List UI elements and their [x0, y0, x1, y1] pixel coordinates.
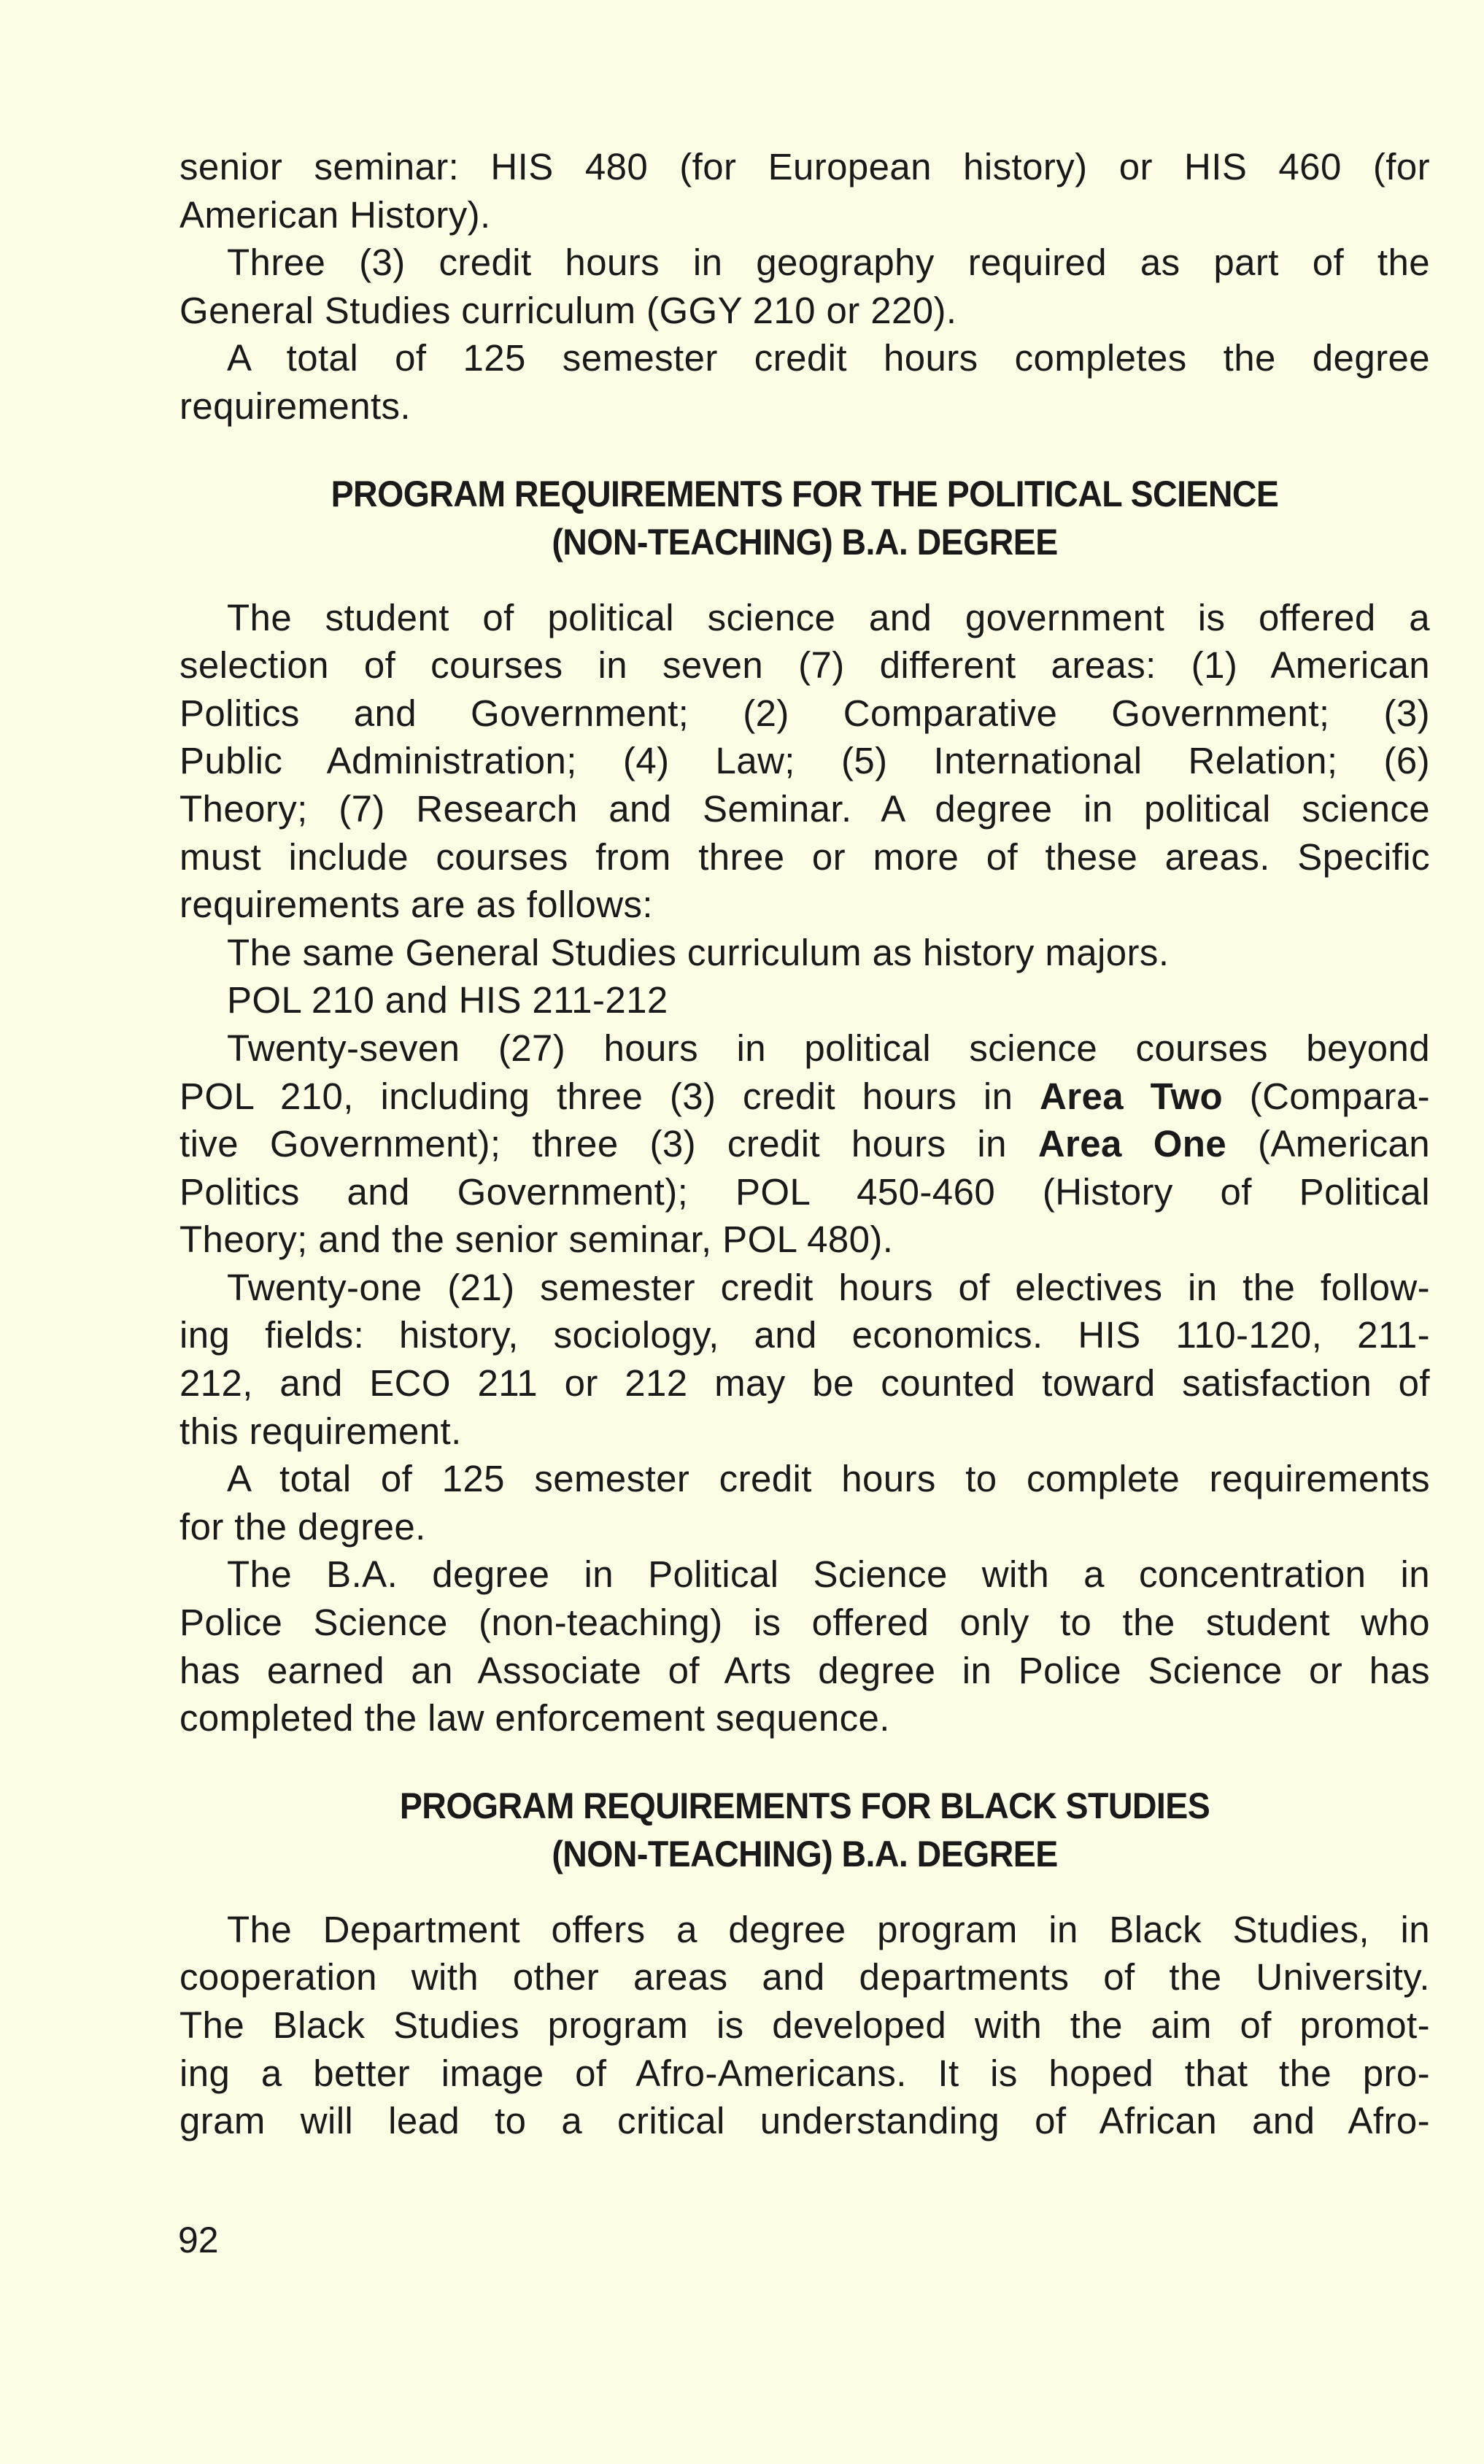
text-line: American History). — [179, 193, 491, 236]
paragraph-black-studies-intro — [179, 1906, 1430, 2145]
text-line: ing a better image of Afro-Americans. It is hoped that the pro- — [179, 2052, 1430, 2094]
text-line: requirements. — [179, 385, 411, 427]
text-line: Politics and Government; (2) Comparative Government; (3) — [179, 692, 1430, 734]
paragraph-senior-seminar — [179, 143, 1430, 239]
text-line: 212, and ECO 211 or 212 may be counted toward satisfaction of — [179, 1362, 1430, 1405]
paragraph-geography — [179, 239, 1430, 334]
paragraph-police-science — [179, 1550, 1430, 1742]
text-line: Theory; and the senior seminar, POL 480). — [179, 1219, 894, 1261]
text-line: Twenty-seven (27) hours in political science courses beyond — [227, 1027, 1430, 1069]
text-line — [179, 1120, 1430, 1168]
text-line: cooperation with other areas and departments of the University. — [179, 1956, 1430, 1998]
text-line: Three (3) credit hours in geography required as part of the — [227, 242, 1430, 284]
paragraph-polisci-intro — [179, 594, 1430, 929]
document-page — [179, 143, 1430, 2145]
section-heading: PROGRAM REQUIREMENTS FOR THE POLITICAL SCIENCE — [331, 473, 1279, 514]
text-line: The Department offers a degree program in Black Studies, in — [227, 1908, 1430, 1950]
text-line: this requirement. — [179, 1410, 462, 1452]
area-two-emphasis: Area Two — [1040, 1075, 1224, 1117]
text-line: Police Science (non-teaching) is offered only to the student who — [179, 1602, 1430, 1644]
text-line: Twenty-one (21) semester credit hours of electives in the follow- — [227, 1266, 1430, 1308]
text-line: selection of courses in seven (7) different areas: (1) American — [179, 644, 1430, 687]
text-line: Politics and Government); POL 450-460 (History of Political — [179, 1170, 1430, 1213]
text-line: ing fields: history, sociology, and economics. HIS 110-120, 211- — [179, 1314, 1430, 1356]
text-line: The student of political science and government is offered a — [227, 596, 1430, 638]
section-black-studies — [179, 1782, 1430, 2145]
text-line: Public Administration; (4) Law; (5) International Relation; (6) — [179, 740, 1430, 782]
text-line: The B.A. degree in Political Science with a concentration in — [227, 1553, 1430, 1596]
text-line: for the degree. — [179, 1505, 426, 1548]
requirement-general-studies: The same General Studies curriculum as history majors. — [227, 931, 1170, 973]
requirement-27-hours — [179, 1024, 1430, 1264]
requirement-pol-his: POL 210 and HIS 211-212 — [227, 979, 668, 1021]
paragraph-total-hours — [179, 334, 1430, 430]
text-run: POL 210, including three (3) credit hours in — [179, 1075, 1040, 1117]
section-heading: (NON-TEACHING) B.A. DEGREE — [552, 521, 1058, 563]
text-line: General Studies curriculum (GGY 210 or 220). — [179, 289, 957, 331]
section-political-science — [179, 470, 1430, 1742]
text-run: (American — [1226, 1123, 1430, 1165]
requirement-total — [179, 1455, 1430, 1550]
text-line: A total of 125 semester credit hours to complete requirements — [227, 1458, 1430, 1500]
text-line — [179, 1073, 1430, 1121]
text-line: A total of 125 semester credit hours completes the degree — [227, 337, 1430, 379]
text-line: completed the law enforcement sequence. — [179, 1697, 890, 1739]
text-line: gram will lead to a critical understanding of African and Afro- — [179, 2100, 1430, 2142]
page-number: 92 — [178, 2220, 219, 2260]
text-run: tive Government); three (3) credit hours in — [179, 1123, 1038, 1165]
section-heading: PROGRAM REQUIREMENTS FOR BLACK STUDIES — [399, 1785, 1210, 1826]
text-line: The Black Studies program is developed with the aim of promot- — [179, 2004, 1430, 2046]
text-line: requirements are as follows: — [179, 884, 653, 926]
text-line: must include courses from three or more of these areas. Specific — [179, 835, 1430, 878]
requirement-electives — [179, 1264, 1430, 1455]
text-line: has earned an Associate of Arts degree in Police Science or has — [179, 1649, 1430, 1691]
text-line: Theory; (7) Research and Seminar. A degree in political science — [179, 787, 1430, 830]
section-heading: (NON-TEACHING) B.A. DEGREE — [552, 1833, 1058, 1874]
text-run: (Compara- — [1223, 1075, 1431, 1117]
area-one-emphasis: Area One — [1037, 1123, 1227, 1165]
text-line: senior seminar: HIS 480 (for European history) or HIS 460 (for — [179, 146, 1430, 188]
